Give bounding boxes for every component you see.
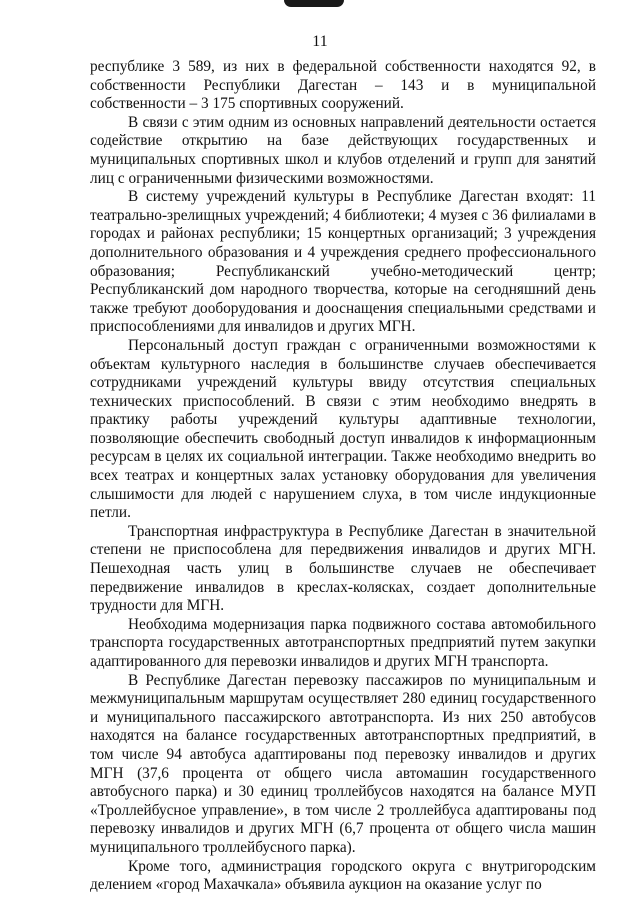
paragraph-passenger-transport: В Республике Дагестан перевозку пассажиров по муниципальным и межмуниципальным маршрутам осуществляет 280 единиц государственного и муниципального пассажирского автотранспорта. Из них 250 автобусов находятся на балансе государственных автотранспортных предприятий, в том числе 94 автобуса адаптированы под перевозку инвалидов и других МГН (37,6 процента от общего числа автомашин государственного автобусного парка) и 30 единиц троллейбусов находятся на балансе МУП «Троллейбусное управление», в том числе 2 троллейбуса адаптированы под перевозку инвалидов и других МГН (6,7 процента от общего числа машин муниципального троллейбусного парка). (90, 671, 596, 856)
binding-mark (284, 0, 344, 7)
paragraph-sports-facilities: республике 3 589, из них в федеральной собственности находятся 92, в собственности Республики Дагестан – 143 и в муниципальной собственности – 3 175 спортивных сооружений. (90, 58, 596, 113)
paragraph-makhachkala-auction: Кроме того, администрация городского округа с внутригородским делением «город Махачкала» объявила аукцион на оказание услуг по (90, 857, 596, 894)
paragraph-cultural-access: Персональный доступ граждан с ограниченными возможностями к объектам культурного наследия в большинстве случаев обеспечивается сотрудниками учреждений культуры ввиду отсутствия специальных технических приспособлений. В связи с этим необходимо внедрять в практику работы учреждений культуры адаптивные технологии, позволяющие обеспечить свободный доступ инвалидов к информационным ресурсам в целях их социальной интеграции. Также необходимо внедрить во всех театрах и концертных залах установку оборудования для увеличения слышимости для людей с нарушением слуха, в том числе индукционные петли. (90, 336, 596, 522)
paragraph-culture-institutions: В систему учреждений культуры в Республике Дагестан входят: 11 театрально-зрелищных учреждений; 4 библиотеки; 4 музея с 36 филиалами в городах и районах республики; 15 концертных организаций; 3 учреждения дополнительного образования и 4 учреждения среднего профессионального образования; Республиканский учебно-методический центр; Республиканский дом народного творчества, которые на сегодняшний день также требуют дооборудования и дооснащения специальными средствами и приспособлениями для инвалидов и других МГН. (90, 188, 596, 336)
paragraph-fleet-modernization: Необходима модернизация парка подвижного состава автомобильного транспорта государственных автотранспортных предприятий путем закупки адаптированного для перевозки инвалидов и других МГН транспорта. (90, 615, 596, 670)
paragraph-transport-infrastructure: Транспортная инфраструктура в Республике Дагестан в значительной степени не приспособлена для передвижения инвалидов и других МГН. Пешеходная часть улиц в большинстве случаев не обеспечивает передвижение инвалидов в креслах-колясках, создает дополнительные трудности для МГН. (90, 522, 596, 615)
document-body (90, 58, 596, 895)
paragraph-sports-schools: В связи с этим одним из основных направлений деятельности остается содействие открытию на базе действующих государственных и муниципальных спортивных школ и клубов отделений и групп для занятий лиц с ограниченными физическими возможностями. (90, 113, 596, 187)
page-number: 11 (312, 33, 328, 50)
